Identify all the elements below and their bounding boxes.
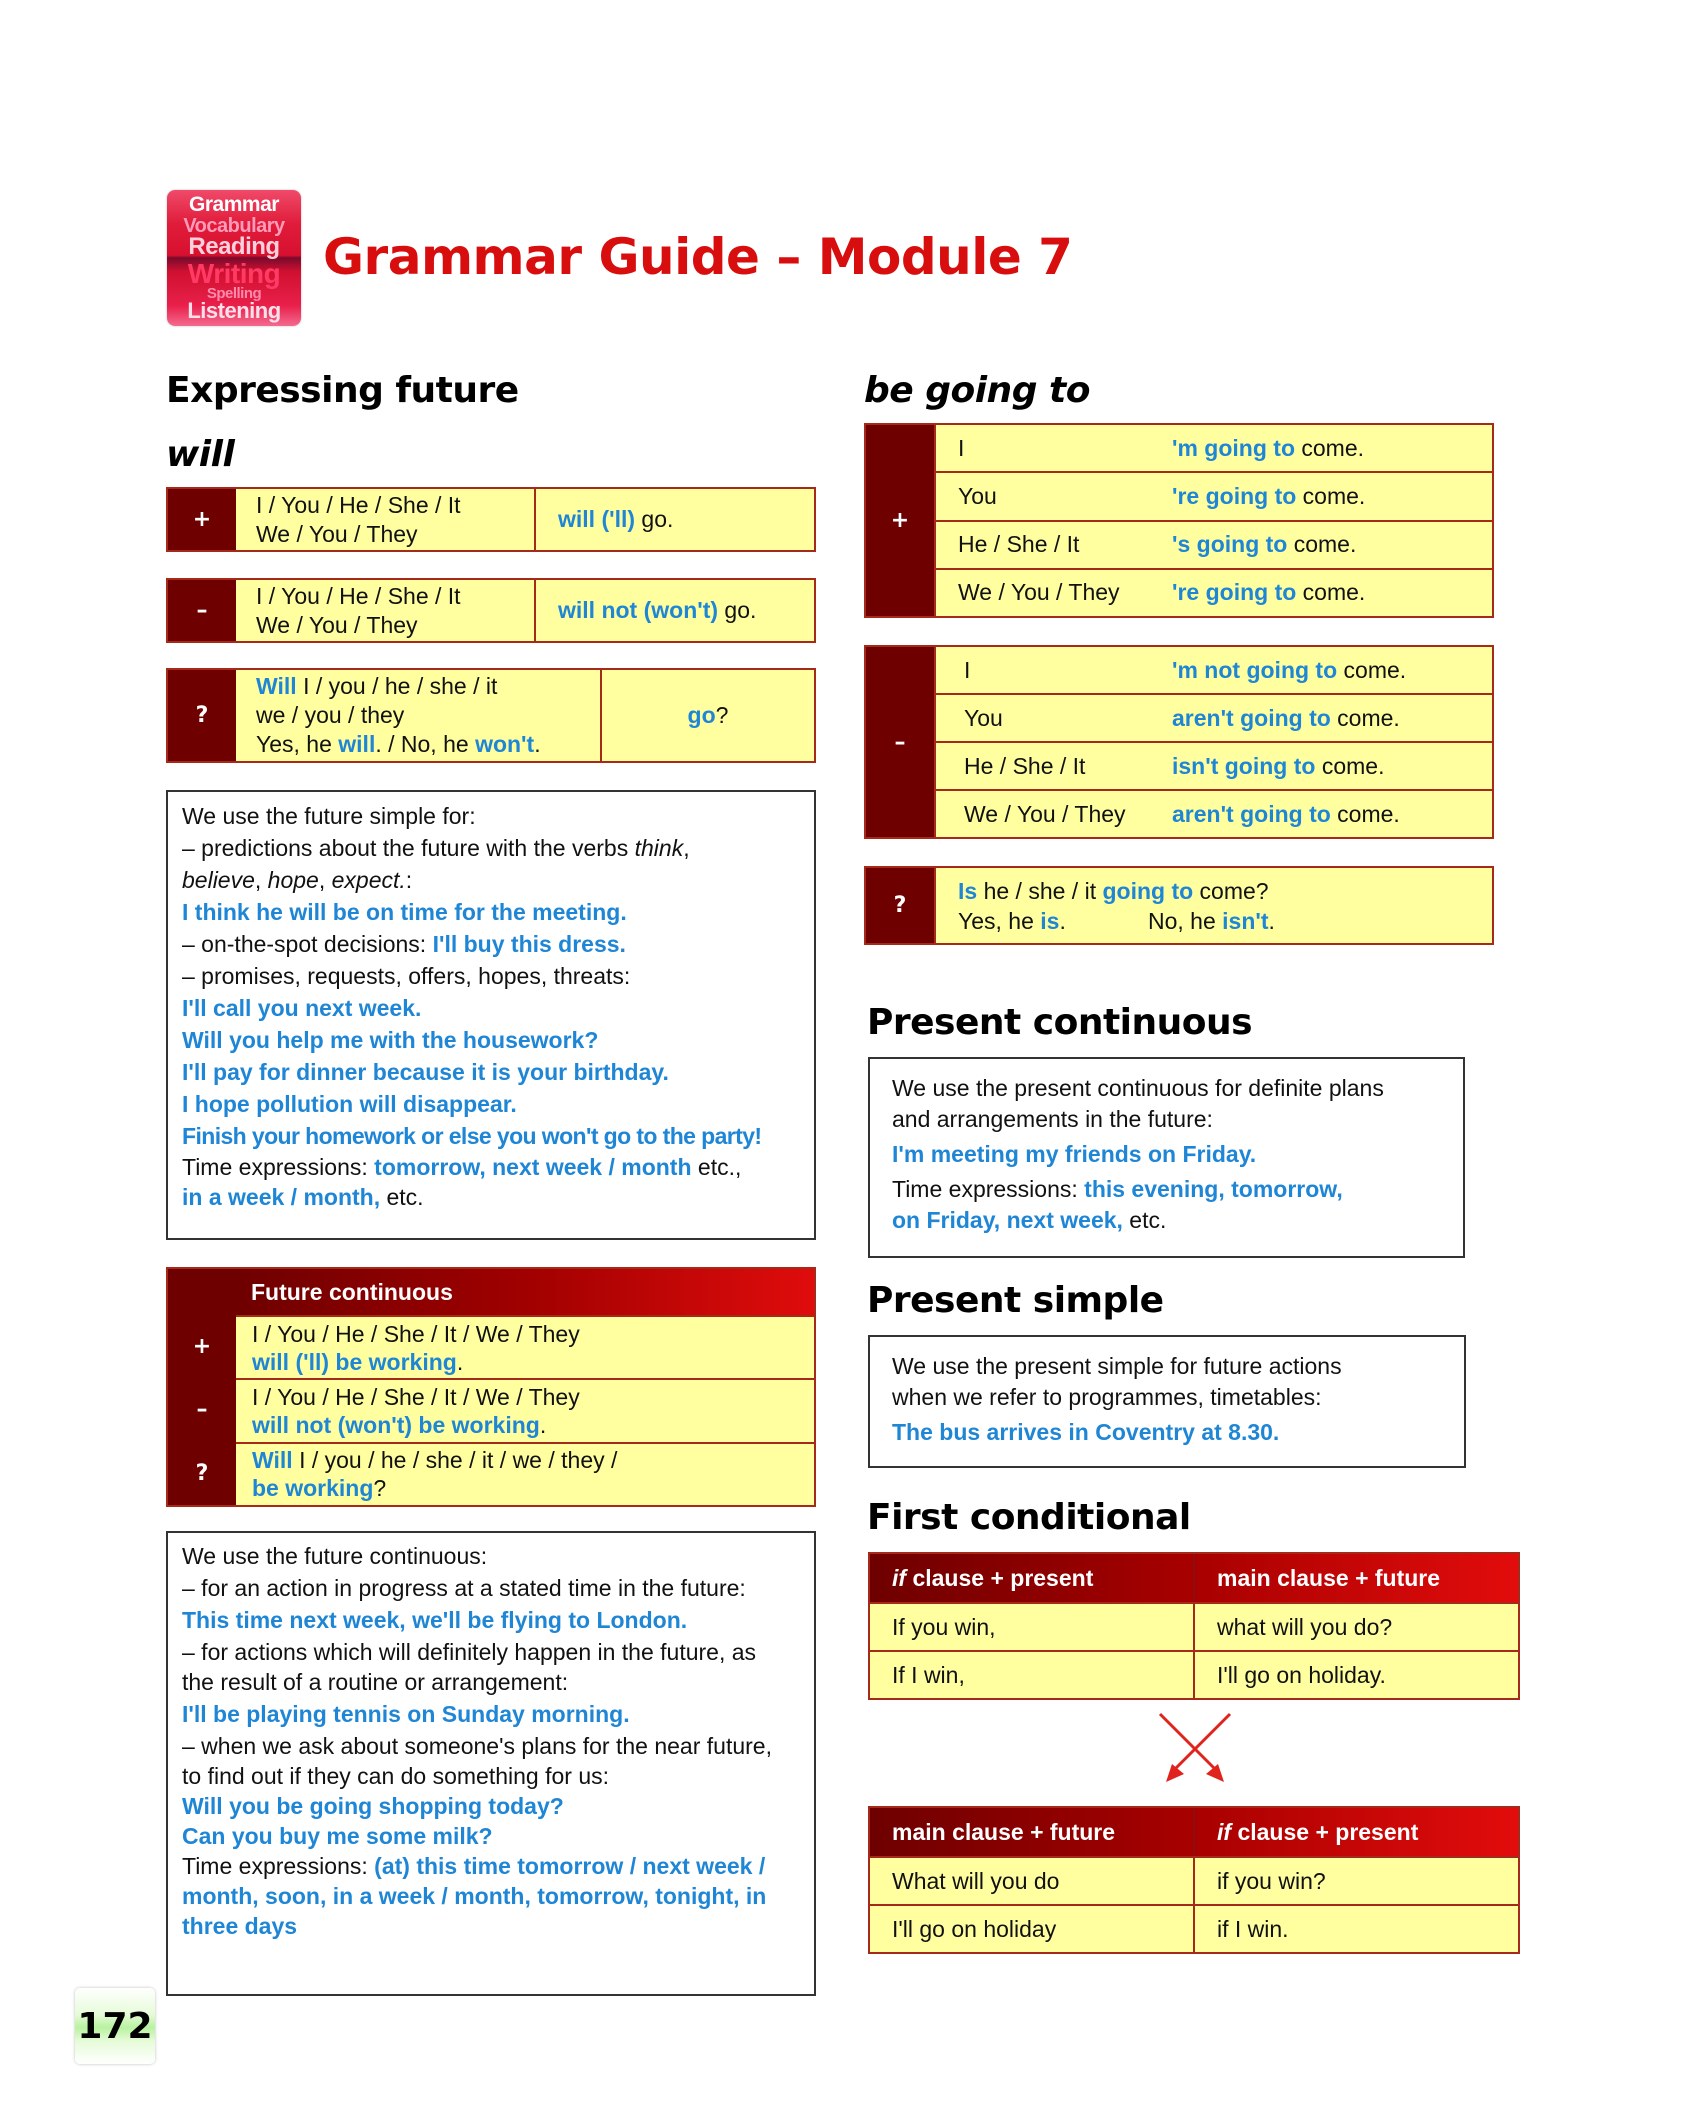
section-title-first-conditional: First conditional [867, 1497, 1191, 1538]
first-conditional-table-main-first [868, 1806, 1520, 1954]
example-sentence: I think he will be on time for the meeting. [182, 899, 627, 925]
conjugation-row [936, 520, 1492, 568]
conjugation-row [936, 471, 1492, 519]
verb-form: aren't going to [1172, 800, 1331, 827]
time-expressions [182, 1851, 800, 1941]
future-simple-usage-box [166, 790, 816, 1240]
verb-form: 're going to [1172, 579, 1297, 606]
subject: He / She / It [964, 752, 1086, 779]
example-sentence: Will you help me with the housework? [182, 1027, 599, 1053]
verb-rest: go. [718, 597, 757, 623]
verb-rest: come. [1296, 579, 1366, 606]
header-text: clause + present [1231, 1818, 1419, 1845]
example-sentence: Can you buy me some milk? [182, 1823, 493, 1849]
example-sentence: Finish your homework or else you won't go to the party! [182, 1123, 762, 1149]
example-sentence: The bus arrives in Coventry at 8.30. [892, 1419, 1280, 1445]
verb-form: will ('ll) be working [252, 1348, 457, 1375]
verb-form: 'm going to [1172, 434, 1295, 461]
usage-point: – for actions which will definitely happen in the future, as the result of a routine or arrangement: [182, 1639, 757, 1695]
verb-rest: come. [1337, 656, 1407, 683]
table-header [870, 1808, 1518, 1856]
question-sign: ? [195, 1460, 209, 1486]
subjects-line: I / you / he / she / it / we / they / [292, 1447, 618, 1474]
column-header-if-clause [870, 1554, 1195, 1602]
main-clause-cell: what will you do? [1217, 1613, 1393, 1640]
plus-sign: + [192, 1334, 212, 1360]
going-to-negative-rows [934, 647, 1492, 837]
logo-word-listening: Listening [187, 298, 281, 323]
time-expression: tomorrow, next week / month [374, 1154, 692, 1180]
future-continuous-table [166, 1267, 816, 1507]
subject: You [958, 482, 997, 509]
if-clause-cell: if you win? [1217, 1867, 1326, 1894]
if-word: if [1217, 1818, 1232, 1845]
punctuation: . [456, 1348, 464, 1375]
arrow-line-right [1160, 1714, 1218, 1772]
punctuation: ? [373, 1475, 387, 1502]
subjects-line: I / You / He / She / It / We / They [252, 1383, 580, 1410]
short-answer-text: . [1059, 907, 1066, 934]
example-sentence: This time next week, we'll be flying to London. [182, 1607, 688, 1633]
if-clause-cell: If you win, [870, 1604, 1195, 1650]
usage-point: – promises, requests, offers, hopes, threats: [182, 963, 631, 989]
usage-point [182, 928, 800, 960]
minus-sign: – [196, 1397, 208, 1423]
verb-form: 's going to [1172, 531, 1288, 558]
verb-form: will not (won't) be working [252, 1411, 540, 1438]
verb-rest: come. [1330, 800, 1400, 827]
short-answer-aux: isn't [1222, 907, 1269, 934]
question-auxiliary: Is [958, 877, 978, 904]
subjects-line: We / You / They [256, 520, 418, 547]
arrowhead-right [1206, 1764, 1224, 1782]
future-continuous-body [236, 1269, 814, 1505]
verb-expect: expect. [331, 867, 406, 893]
plus-sign: + [866, 425, 934, 616]
conjugation-row [936, 789, 1492, 837]
going-to-question-forms [934, 868, 1492, 943]
main-clause-cell: What will you do [870, 1858, 1195, 1904]
subjects-line: I / you / he / she / it [296, 673, 498, 699]
usage-text: – on-the-spot decisions: [182, 931, 433, 957]
question-sign: ? [866, 868, 934, 943]
separator: , [318, 867, 332, 893]
subject: We / You / They [964, 800, 1126, 827]
time-rest: etc. [1122, 1207, 1167, 1233]
column-header-main-clause: main clause + future [1217, 1564, 1441, 1591]
will-question-verb [600, 670, 814, 761]
subsection-title-be-going-to: be going to [864, 370, 1090, 411]
example-sentence: I'm meeting my friends on Friday. [892, 1141, 1257, 1167]
will-negative-subjects [236, 580, 534, 641]
if-clause-cell: If I win, [870, 1652, 1195, 1698]
verb-form: 'm not going to [1172, 656, 1338, 683]
short-answer-aux: will [338, 731, 376, 757]
time-label: Time expressions: [182, 1853, 375, 1879]
table-row [870, 1650, 1518, 1698]
verb-form: going to [1102, 877, 1194, 904]
example-sentence: I'll pay for dinner because it is your birthday. [182, 1059, 669, 1085]
will-negative-table [166, 578, 816, 643]
short-answer-aux: won't [475, 731, 535, 757]
going-to-question-table [864, 866, 1494, 945]
column-header-if-clause [1195, 1808, 1518, 1856]
short-answer-aux: is [1040, 907, 1060, 934]
page-number: 172 [75, 1988, 155, 2064]
present-simple-usage-box [868, 1335, 1466, 1468]
arrow-line-left [1172, 1714, 1230, 1772]
logo-word-reading: Reading [188, 233, 280, 260]
usage-text: – predictions about the future with the verbs [182, 835, 635, 861]
page-title: Grammar Guide – Module 7 [323, 228, 1073, 286]
subject: We / You / They [958, 579, 1120, 606]
usage-intro: We use the present continuous for definite plans and arrangements in the future: [892, 1075, 1384, 1132]
minus-sign: – [168, 580, 236, 641]
conjugation-row [936, 741, 1492, 789]
time-rest: etc., [691, 1154, 742, 1180]
example-sentence: I'll be playing tennis on Sunday morning. [182, 1701, 630, 1727]
subjects-line: I / You / He / She / It / We / They [252, 1320, 580, 1347]
usage-intro: We use the future continuous: [182, 1543, 488, 1569]
logo-word-grammar: Grammar [189, 193, 279, 216]
logo-word-writing: Writing [187, 258, 281, 289]
verb-believe: believe [182, 867, 255, 893]
time-expressions [892, 1174, 1441, 1236]
conjugation-row [936, 647, 1492, 693]
minus-sign: – [866, 647, 934, 837]
first-conditional-table-if-first [868, 1552, 1520, 1700]
verb-think: think [634, 835, 684, 861]
usage-point: – when we ask about someone's plans for the near future, to find out if they can do something for us: [182, 1733, 772, 1789]
example-sentence: I'll call you next week. [182, 995, 422, 1021]
time-label: Time expressions: [892, 1176, 1085, 1202]
usage-point [182, 832, 800, 896]
conjugation-row [936, 693, 1492, 741]
logo-word-vocabulary: Vocabulary [183, 215, 285, 237]
if-word: if [892, 1564, 907, 1591]
future-continuous-question-row [236, 1442, 814, 1505]
crossed-arrows-icon [1140, 1710, 1250, 1792]
if-clause-cell: if I win. [1217, 1915, 1289, 1942]
arrowhead-left [1166, 1764, 1184, 1782]
verb-form: 're going to [1172, 482, 1297, 509]
short-answer-text: Yes, he [256, 731, 339, 757]
going-to-negative-table [864, 645, 1494, 839]
subjects-line: we / you / they [256, 702, 405, 728]
time-rest: etc. [380, 1184, 424, 1210]
present-continuous-usage-box [868, 1057, 1465, 1258]
verb-form: go [687, 702, 716, 728]
verb-rest: come. [1296, 482, 1366, 509]
will-negative-verb [534, 580, 814, 641]
subjects-line: he / she / it [977, 877, 1103, 904]
subject: You [964, 704, 1003, 731]
future-continuous-title: Future continuous [235, 1269, 814, 1315]
section-title-present-continuous: Present continuous [867, 1002, 1253, 1043]
subject: He / She / It [958, 531, 1080, 558]
subject: I [958, 434, 965, 461]
time-expression: in a week / month, [182, 1184, 381, 1210]
verb-form: will ('ll) [558, 506, 636, 532]
logo-word-spelling: Spelling [206, 285, 262, 302]
sign-column [168, 1269, 236, 1505]
short-answer-text: . [534, 731, 541, 757]
verb-rest: ? [715, 702, 729, 728]
question-auxiliary: Will [256, 673, 297, 699]
verb-rest: go. [635, 506, 674, 532]
short-answer-text: . / No, he [375, 731, 476, 757]
usage-point: – for an action in progress at a stated time in the future: [182, 1575, 746, 1601]
verb-hope: hope [267, 867, 319, 893]
will-positive-table [166, 487, 816, 552]
table-row [870, 1904, 1518, 1952]
question-auxiliary: Will [252, 1447, 293, 1474]
will-positive-verb [534, 489, 814, 550]
example-sentence: I hope pollution will disappear. [182, 1091, 517, 1117]
table-row [870, 1602, 1518, 1650]
time-expressions [182, 1152, 800, 1212]
subjects-line: I / You / He / She / It [256, 491, 461, 518]
verb-rest: come. [1295, 434, 1365, 461]
example-sentence: Will you be going shopping today? [182, 1793, 564, 1819]
verb-form: aren't going to [1172, 704, 1331, 731]
separator: , [683, 835, 690, 861]
subjects-line: We / You / They [256, 611, 418, 638]
time-expression: on Friday, next week, [892, 1207, 1123, 1233]
series-logo [167, 190, 301, 326]
punctuation: . [539, 1411, 547, 1438]
time-expression: (at) this time tomorrow / next week / month, soon, in a week / month, tomorrow, tonight, in three days [182, 1853, 767, 1939]
header-text: clause + present [906, 1564, 1094, 1591]
section-title-expressing-future: Expressing future [166, 370, 519, 411]
going-to-positive-rows [934, 425, 1492, 616]
verb-form: will not (won't) [558, 597, 719, 623]
verb-form: be working [252, 1475, 374, 1502]
question-sign: ? [168, 670, 236, 761]
future-continuous-negative-row [236, 1378, 814, 1441]
subsection-title-will: will [166, 434, 235, 475]
column-header-main-clause: main clause + future [870, 1808, 1195, 1856]
time-label: Time expressions: [182, 1154, 375, 1180]
usage-intro: We use the future simple for: [182, 803, 476, 829]
future-continuous-positive-row [236, 1315, 814, 1378]
going-to-positive-table [864, 423, 1494, 618]
section-title-present-simple: Present simple [867, 1280, 1164, 1321]
verb-rest: come. [1287, 531, 1357, 558]
will-question-table [166, 668, 816, 763]
plus-sign: + [168, 489, 236, 550]
short-answer-text: No, he [1148, 907, 1223, 934]
conjugation-row [936, 425, 1492, 471]
conjugation-row [936, 568, 1492, 616]
short-answer-text: . [1268, 907, 1275, 934]
verb-rest: come? [1193, 877, 1269, 904]
subjects-line: I / You / He / She / It [256, 582, 461, 609]
will-positive-subjects [236, 489, 534, 550]
main-clause-cell: I'll go on holiday. [1217, 1661, 1386, 1688]
short-answer-text: Yes, he [958, 907, 1041, 934]
separator: , [254, 867, 268, 893]
separator: : [405, 867, 413, 893]
main-clause-cell: I'll go on holiday [870, 1906, 1195, 1952]
future-continuous-usage-box [166, 1531, 816, 1996]
time-expression: this evening, tomorrow, [1084, 1176, 1343, 1202]
verb-rest: come. [1330, 704, 1400, 731]
will-question-forms [236, 670, 600, 761]
example-sentence: I'll buy this dress. [432, 931, 626, 957]
table-row [870, 1856, 1518, 1904]
sign-header-blank [168, 1269, 236, 1315]
verb-rest: come. [1315, 752, 1385, 779]
subject: I [964, 656, 971, 683]
verb-form: isn't going to [1172, 752, 1316, 779]
table-header [870, 1554, 1518, 1602]
usage-intro: We use the present simple for future actions when we refer to programmes, timetables: [892, 1353, 1342, 1410]
